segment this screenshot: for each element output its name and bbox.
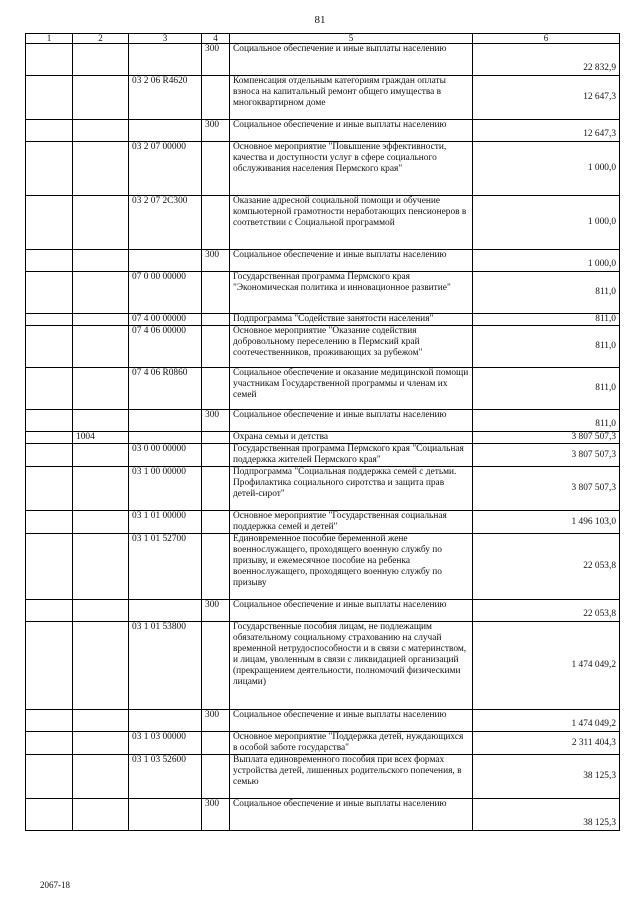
column-header: 1 (26, 34, 73, 44)
cell-target-code (129, 410, 202, 432)
cell-subsection (73, 467, 129, 511)
cell-amount: 12 647,3 (473, 76, 620, 120)
table-row (26, 120, 620, 142)
cell-section (26, 314, 73, 326)
table-row (26, 76, 620, 120)
document-code: 2067-18 (40, 880, 70, 890)
cell-expense-type (202, 272, 230, 314)
cell-target-code: 03 1 00 00000 (129, 467, 202, 511)
cell-subsection (73, 314, 129, 326)
cell-expense-type: 300 (202, 410, 230, 432)
cell-subsection (73, 76, 129, 120)
column-header: 6 (473, 34, 620, 44)
cell-subsection (73, 410, 129, 432)
table-row (26, 710, 620, 732)
cell-section (26, 196, 73, 250)
cell-section (26, 511, 73, 534)
cell-amount: 811,0 (473, 272, 620, 314)
cell-expense-type (202, 732, 230, 755)
cell-name: Социальное обеспечение и иные выплаты населению (230, 410, 473, 432)
cell-expense-type (202, 467, 230, 511)
cell-amount: 3 807 507,3 (473, 444, 620, 467)
cell-expense-type (202, 76, 230, 120)
cell-target-code: 03 0 00 00000 (129, 444, 202, 467)
cell-section (26, 368, 73, 410)
cell-name: Оказание адресной социальной помощи и обучение компьютерной грамотности неработающих пенсионеров в соответствии с Социальной программой (230, 196, 473, 250)
cell-target-code: 03 2 07 2С300 (129, 196, 202, 250)
table-row (26, 368, 620, 410)
cell-name: Социальное обеспечение и иные выплаты населению (230, 120, 473, 142)
cell-target-code (129, 44, 202, 76)
cell-subsection (73, 142, 129, 196)
cell-name: Компенсация отдельным категориям граждан оплаты взноса на капитальный ремонт общего имущества в многоквартирном доме (230, 76, 473, 120)
cell-subsection (73, 511, 129, 534)
cell-expense-type: 300 (202, 120, 230, 142)
cell-expense-type: 300 (202, 44, 230, 76)
column-header: 5 (230, 34, 473, 44)
cell-amount: 1 474 049,2 (473, 622, 620, 710)
cell-expense-type (202, 622, 230, 710)
cell-name: Социальное обеспечение и оказание медицинской помощи участникам Государственной программы и членам их семей (230, 368, 473, 410)
cell-section (26, 44, 73, 76)
table-row (26, 250, 620, 272)
cell-subsection (73, 534, 129, 600)
table-row (26, 732, 620, 755)
cell-name: Социальное обеспечение и иные выплаты населению (230, 44, 473, 76)
cell-subsection: 1004 (73, 432, 129, 444)
cell-section (26, 755, 73, 799)
cell-amount: 3 807 507,3 (473, 432, 620, 444)
cell-expense-type (202, 534, 230, 600)
cell-target-code (129, 432, 202, 444)
cell-section (26, 467, 73, 511)
table-row (26, 444, 620, 467)
cell-expense-type (202, 326, 230, 368)
cell-expense-type: 300 (202, 710, 230, 732)
table-row (26, 410, 620, 432)
cell-section (26, 432, 73, 444)
cell-expense-type (202, 196, 230, 250)
cell-subsection (73, 622, 129, 710)
column-header: 4 (202, 34, 230, 44)
cell-name: Государственная программа Пермского края "Экономическая политика и инновационное развитие" (230, 272, 473, 314)
cell-target-code (129, 710, 202, 732)
table-row (26, 511, 620, 534)
table-row (26, 467, 620, 511)
cell-target-code (129, 120, 202, 142)
cell-subsection (73, 44, 129, 76)
cell-section (26, 326, 73, 368)
table-row (26, 600, 620, 622)
cell-subsection (73, 250, 129, 272)
cell-target-code: 03 1 01 00000 (129, 511, 202, 534)
cell-section (26, 410, 73, 432)
cell-name: Основное мероприятие "Повышение эффективности, качества и доступности услуг в сфере социального обслуживания населения Пермского края" (230, 142, 473, 196)
cell-target-code: 07 0 00 00000 (129, 272, 202, 314)
cell-expense-type (202, 432, 230, 444)
table-row (26, 326, 620, 368)
cell-subsection (73, 368, 129, 410)
column-header: 2 (73, 34, 129, 44)
cell-section (26, 250, 73, 272)
cell-amount: 2 311 404,3 (473, 732, 620, 755)
cell-section (26, 622, 73, 710)
cell-section (26, 534, 73, 600)
cell-subsection (73, 755, 129, 799)
budget-table (25, 33, 620, 831)
cell-subsection (73, 799, 129, 831)
cell-subsection (73, 732, 129, 755)
header-row (26, 34, 620, 44)
cell-amount: 811,0 (473, 368, 620, 410)
cell-target-code: 07 4 06 00000 (129, 326, 202, 368)
cell-name: Основное мероприятие "Поддержка детей, нуждающихся в особой заботе государства" (230, 732, 473, 755)
cell-subsection (73, 272, 129, 314)
cell-amount: 1 000,0 (473, 250, 620, 272)
table-row (26, 755, 620, 799)
cell-amount: 1 000,0 (473, 196, 620, 250)
cell-section (26, 600, 73, 622)
cell-section (26, 732, 73, 755)
cell-subsection (73, 600, 129, 622)
cell-name: Выплата единовременного пособия при всех формах устройства детей, лишенных родительского попечения, в семью (230, 755, 473, 799)
cell-target-code: 03 1 03 52600 (129, 755, 202, 799)
cell-amount: 22 053,8 (473, 534, 620, 600)
cell-section (26, 799, 73, 831)
cell-name: Охрана семьи и детства (230, 432, 473, 444)
cell-amount: 1 496 103,0 (473, 511, 620, 534)
cell-name: Государственные пособия лицам, не подлежащим обязательному социальному страхованию на случай временной нетрудоспособности и в связи с материнством, и лицам, уволенным в связи с ликвидацией организаций (прекращением деятельности, полномочий физическими лицами) (230, 622, 473, 710)
cell-expense-type: 300 (202, 799, 230, 831)
table-row (26, 432, 620, 444)
cell-subsection (73, 196, 129, 250)
cell-target-code (129, 600, 202, 622)
cell-expense-type (202, 444, 230, 467)
cell-amount: 3 807 507,3 (473, 467, 620, 511)
table-row (26, 196, 620, 250)
column-header: 3 (129, 34, 202, 44)
cell-amount: 38 125,3 (473, 755, 620, 799)
table-row (26, 314, 620, 326)
cell-section (26, 710, 73, 732)
cell-subsection (73, 326, 129, 368)
cell-section (26, 142, 73, 196)
cell-amount: 22 832,9 (473, 44, 620, 76)
cell-amount: 22 053,8 (473, 600, 620, 622)
table-row (26, 272, 620, 314)
cell-subsection (73, 444, 129, 467)
cell-expense-type (202, 142, 230, 196)
cell-name: Социальное обеспечение и иные выплаты населению (230, 710, 473, 732)
table-row (26, 622, 620, 710)
cell-name: Социальное обеспечение и иные выплаты населению (230, 250, 473, 272)
cell-target-code: 03 2 07 00000 (129, 142, 202, 196)
cell-target-code: 03 1 01 53800 (129, 622, 202, 710)
cell-amount: 811,0 (473, 326, 620, 368)
cell-expense-type (202, 368, 230, 410)
cell-target-code: 03 1 03 00000 (129, 732, 202, 755)
cell-target-code: 07 4 06 R0860 (129, 368, 202, 410)
cell-section (26, 444, 73, 467)
cell-amount: 811,0 (473, 314, 620, 326)
cell-name: Основное мероприятие "Государственная социальная поддержка семей и детей" (230, 511, 473, 534)
cell-section (26, 76, 73, 120)
cell-name: Подпрограмма "Социальная поддержка семей с детьми. Профилактика социального сиротства и защита прав детей-сирот" (230, 467, 473, 511)
table-body (26, 34, 620, 831)
cell-amount: 1 474 049,2 (473, 710, 620, 732)
cell-expense-type (202, 755, 230, 799)
table-row (26, 534, 620, 600)
table-row (26, 142, 620, 196)
table-row (26, 799, 620, 831)
cell-subsection (73, 120, 129, 142)
cell-amount: 38 125,3 (473, 799, 620, 831)
cell-amount: 811,0 (473, 410, 620, 432)
cell-expense-type (202, 314, 230, 326)
cell-amount: 12 647,3 (473, 120, 620, 142)
cell-name: Единовременное пособие беременной жене военнослужащего, проходящего военную службу по призыву, и ежемесячное пособие на ребенка военнослужащего, проходящего военную службу по призыву (230, 534, 473, 600)
cell-name: Социальное обеспечение и иные выплаты населению (230, 600, 473, 622)
cell-expense-type: 300 (202, 600, 230, 622)
cell-target-code: 03 2 06 R4620 (129, 76, 202, 120)
cell-subsection (73, 710, 129, 732)
cell-amount: 1 000,0 (473, 142, 620, 196)
cell-name: Социальное обеспечение и иные выплаты населению (230, 799, 473, 831)
cell-target-code (129, 250, 202, 272)
cell-section (26, 272, 73, 314)
cell-section (26, 120, 73, 142)
cell-target-code (129, 799, 202, 831)
cell-expense-type: 300 (202, 250, 230, 272)
cell-name: Основное мероприятие "Оказание содействия добровольному переселению в Пермский край соотечественников, проживающих за рубежом" (230, 326, 473, 368)
cell-target-code: 07 4 00 00000 (129, 314, 202, 326)
cell-target-code: 03 1 01 52700 (129, 534, 202, 600)
cell-name: Государственная программа Пермского края "Социальная поддержка жителей Пермского края" (230, 444, 473, 467)
table-row (26, 44, 620, 76)
cell-expense-type (202, 511, 230, 534)
page-number: 81 (314, 14, 326, 26)
cell-name: Подпрограмма "Содействие занятости населения" (230, 314, 473, 326)
